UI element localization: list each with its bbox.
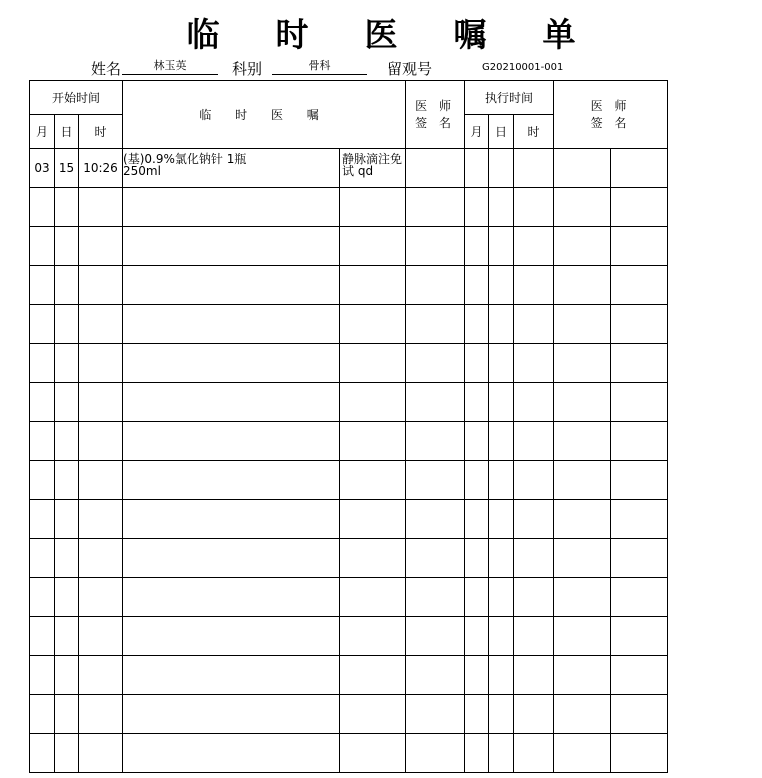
month-header: 月 (30, 115, 55, 149)
table-row (30, 695, 668, 734)
row-route (340, 149, 406, 188)
row-route-line2: 试 qd (342, 164, 374, 178)
table-row (30, 383, 668, 422)
table-row (30, 656, 668, 695)
table-row (30, 344, 668, 383)
table-row (30, 227, 668, 266)
title-char: 医 (364, 14, 398, 54)
table-row (30, 305, 668, 344)
day-header: 日 (55, 115, 79, 149)
name-value: 林玉英 (122, 58, 218, 75)
doctor-sign-header-line2: 签 名 (415, 115, 455, 130)
hour-header: 时 (79, 115, 123, 149)
table-row (30, 578, 668, 617)
row-exec-month (465, 149, 489, 188)
row-day: 15 (55, 149, 79, 188)
obs-label: 留观号 (387, 60, 433, 78)
name-label: 姓名 (91, 60, 122, 78)
order-header: 临 时 医 嘱 (123, 81, 406, 149)
patient-info-row (0, 56, 762, 80)
exec-hour-header: 时 (514, 115, 554, 149)
dept-label: 科别 (232, 60, 263, 78)
title-char: 单 (542, 14, 576, 54)
table-row (30, 461, 668, 500)
exec-month-header: 月 (465, 115, 489, 149)
exec-day-header: 日 (489, 115, 514, 149)
start-time-header: 开始时间 (30, 81, 123, 115)
row-exec-sign (554, 149, 611, 188)
doctor-sign-header-line1: 医 师 (415, 98, 455, 113)
row-order-line2: 250ml (123, 164, 161, 178)
obs-value: G20210001-001 (482, 62, 564, 73)
row-order-line1: (基)0.9%氯化钠针 1瓶 (123, 152, 247, 166)
row-exec-sign-2 (611, 149, 668, 188)
table-row (30, 266, 668, 305)
title-char: 嘱 (453, 14, 487, 54)
exec-sign-header (554, 81, 668, 149)
row-route-line1: 静脉滴注免 (342, 152, 403, 166)
title-char: 临 (186, 14, 220, 54)
table-row (30, 539, 668, 578)
row-exec-hour (514, 149, 554, 188)
dept-value: 骨科 (272, 58, 367, 75)
header-row-1 (30, 81, 668, 115)
page-title (0, 10, 762, 54)
doctor-sign-header (406, 81, 465, 149)
table-row (30, 188, 668, 227)
table-row (30, 500, 668, 539)
table-row (30, 149, 668, 188)
order-table (29, 80, 668, 773)
title-char: 时 (275, 14, 309, 54)
row-time: 10:26 (79, 149, 123, 188)
table-row (30, 617, 668, 656)
exec-sign-header-line2: 签 名 (590, 115, 631, 130)
row-order (123, 149, 340, 188)
row-doctor-sign (406, 149, 465, 188)
row-month: 03 (30, 149, 55, 188)
table-row (30, 422, 668, 461)
table-row (30, 734, 668, 773)
row-exec-day (489, 149, 514, 188)
exec-sign-header-line1: 医 师 (590, 98, 631, 113)
exec-time-header: 执行时间 (465, 81, 554, 115)
